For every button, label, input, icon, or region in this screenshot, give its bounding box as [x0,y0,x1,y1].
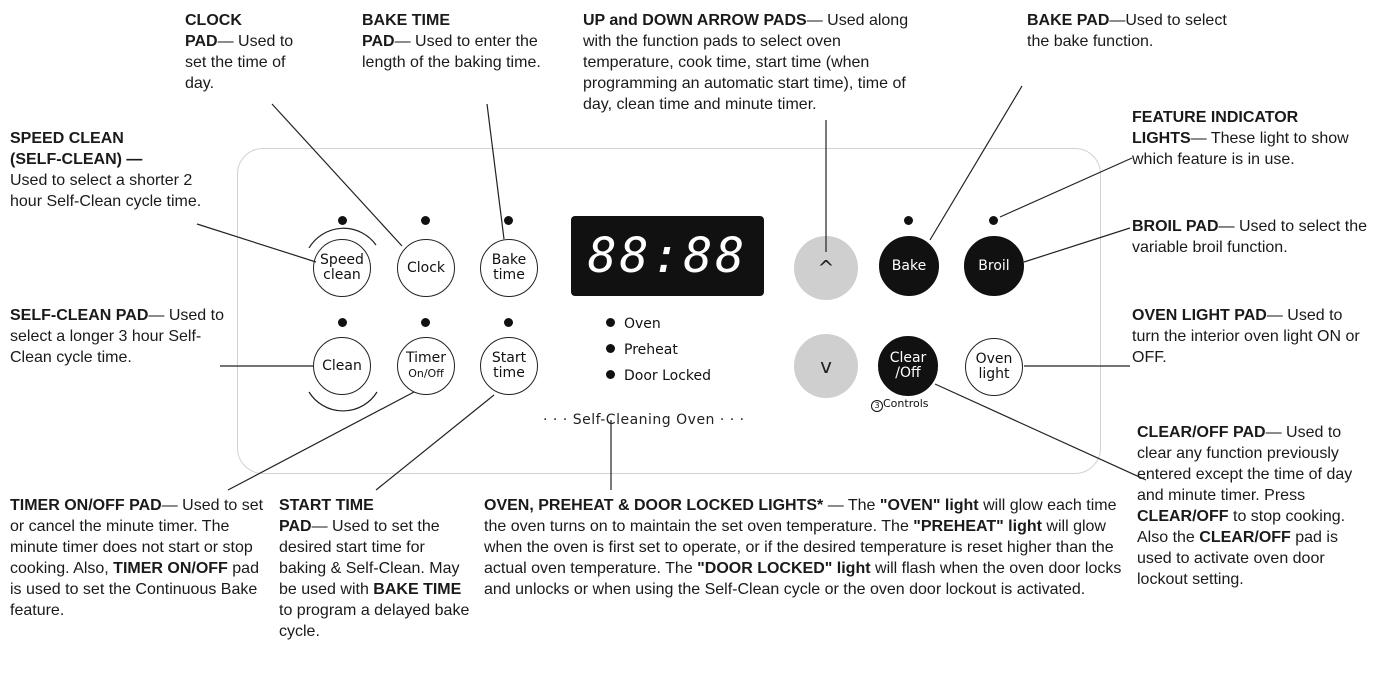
callout-body: — Used to set the time of day. [185,33,294,92]
callout-bold: BAKE TIME [373,581,462,598]
clock-display: 88:88 [571,216,764,296]
callout-title: TIMER ON/OFF PAD [10,497,162,514]
start-time-leader [376,395,494,490]
down-arrow-icon: v [820,353,832,378]
callout-bold: CLEAR/OFF [1137,508,1229,525]
callout-title: CLOCK [185,12,242,29]
pad-label-line: /Off [895,365,921,381]
callout-body: Used to select a shorter 2 hour Self-Clean cycle time. [10,172,202,210]
callout-body: to stop cooking. Also the [1137,508,1346,546]
callout-body: — Used to enter the length of the baking time. [362,33,541,71]
callout-body: — Used to select the variable broil function. [1132,218,1368,256]
speed-clean-arc [309,228,376,248]
callout-body: — Used to set the desired start time for baking & Self-Clean. May be used with [279,518,460,598]
callout-title: UP and DOWN ARROW PADS [583,12,807,29]
callout-title: FEATURE INDICATOR [1132,109,1299,126]
callout-title: BROIL PAD [1132,218,1219,235]
callout-bold: "DOOR LOCKED" light [697,560,871,577]
pad-label-line: time [493,365,525,381]
pad-label-line: time [493,267,525,283]
broil-leader [1024,228,1130,262]
callout-body: — These light to show which feature is in use. [1132,130,1349,168]
callout-title-2: LIGHTS [1132,130,1191,147]
callout-title: BAKE TIME [362,12,450,29]
callout-title: SELF-CLEAN PAD [10,307,149,324]
pad-label-line: Clear [889,350,927,366]
callout-title-2: (SELF-CLEAN) — [10,151,143,168]
pad-label: Broil [978,257,1010,274]
callout-title: START TIME [279,497,374,514]
pad-label-line: clean [323,267,361,283]
callout-body: to program a delayed bake cycle. [279,602,470,640]
clean-arc [309,392,377,411]
pad-label-line: light [978,366,1010,382]
indicator-label: Preheat [624,342,678,358]
clock-leader [272,104,402,246]
pad-label-line: Bake [491,252,527,268]
callout-title-2: PAD [279,518,312,535]
pad-label-line: Start [491,350,527,366]
lock-icon: 3 [871,400,883,412]
pad-label: Clean [322,357,362,374]
callout-body: — Used to clear any function previously entered except the time of day and minute timer. Press [1137,424,1353,504]
pad-label: Clock [406,259,446,276]
callout-body: pad is used to activate oven door lockout setting. [1137,529,1338,588]
indicator-label: Oven [624,316,661,332]
callout-body: — Used to turn the interior oven light ON or OFF. [1132,307,1360,366]
callout-body: — Used to select a longer 3 hour Self-Clean cycle time. [10,307,224,366]
callout-title: OVEN LIGHT PAD [1132,307,1267,324]
callout-bold: TIMER ON/OFF [113,560,228,577]
bake-time-leader [487,104,504,239]
callout-bold: "PREHEAT" light [913,518,1042,535]
callout-body: — Used to set or cancel the minute timer. The minute timer does not start or stop cooking. Also, [10,497,264,577]
pad-label-line: Oven [975,351,1013,367]
callout-bold: "OVEN" light [879,497,979,514]
self-cleaning-oven-label: · · · Self-Cleaning Oven · · · [543,412,745,428]
callout-title: OVEN, PREHEAT & DOOR LOCKED LIGHTS* [484,497,824,514]
up-arrow-icon: ^ [817,255,835,280]
timer-leader [228,392,414,490]
callout-body: will flash when the oven door locks and unlocks or when using the Self-Clean cycle or the oven door lockout is activated. [484,560,1122,598]
callout-title-2: PAD [185,33,218,50]
bake-pad-leader [930,86,1022,240]
pad-label-line: On/Off [408,367,444,380]
indicator-label: Door Locked [624,368,712,384]
pad-label-line: Timer [405,350,447,366]
callout-title-2: PAD [362,33,395,50]
clear-off-leader [935,384,1146,480]
pad-label: Bake [891,257,927,274]
feature-leader [1000,158,1132,217]
speed-clean-leader [197,224,316,262]
controls-text: Controls [883,397,929,410]
callout-body: pad is used to set the Continuous Bake feature. [10,560,259,619]
callout-title: CLEAR/OFF PAD [1137,424,1266,441]
callout-bold: CLEAR/OFF [1199,529,1291,546]
callout-body: will glow each time the oven turns on to maintain the set oven temperature. The [484,497,1117,535]
callout-body: — Used along with the function pads to select oven temperature, cook time, start time (when programming an automatic start time), time of day, clean time and minute timer. [583,12,909,113]
pad-label-line: Speed [320,252,364,268]
callout-body: will glow when the oven is first set to operate, or if the desired temperature is reset higher than the actual oven temperature. The [484,518,1114,577]
callout-body: — The [823,497,880,514]
callout-title: SPEED CLEAN [10,130,124,147]
callout-body: —Used to select the bake function. [1027,12,1227,50]
callout-title: BAKE PAD [1027,12,1110,29]
